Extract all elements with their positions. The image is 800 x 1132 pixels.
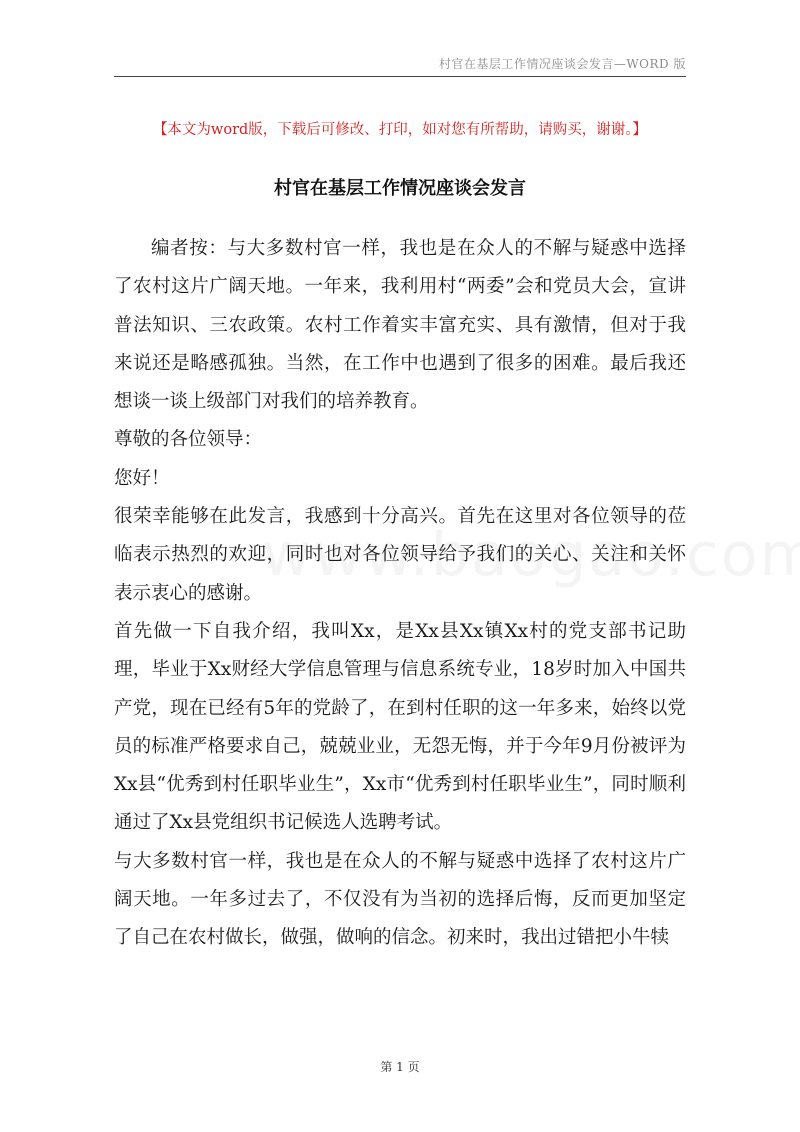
- header-divider: [114, 76, 686, 77]
- document-body: [114, 230, 686, 958]
- greeting-paragraph: 您好！: [114, 467, 170, 489]
- body-paragraph: 首先做一下自我介绍，我叫Xx，是Xx县Xx镇Xx村的党支部书记助理，毕业于Xx财经大学信息管理与信息系统专业，18岁时加入中国共产党，现在已经有5年的党龄了，在到村任职的这一年多来，始终以党员的标准严格要求自己，兢兢业业，无怨无悔，并于今年9月份被评为Xx县“优秀到村任职毕业生”，Xx市“优秀到村任职毕业生”，同时顺利通过了Xx县党组织书记候选人选聘考试。: [114, 620, 686, 834]
- page-number: 第 1 页: [380, 1060, 420, 1074]
- body-paragraph: 与大多数村官一样，我也是在众人的不解与疑惑中选择了农村这片广阔天地。一年多过去了，不仅没有为当初的选择后悔，反而更加坚定了自己在农村做长，做强，做响的信念。初来时，我出过错把小牛犊: [114, 850, 686, 949]
- body-paragraph: 很荣幸能够在此发言，我感到十分高兴。首先在这里对各位领导的莅临表示热烈的欢迎，同时也对各位领导给予我们的关心、关注和关怀表示衷心的感谢。: [114, 506, 686, 604]
- running-header: 村官在基层工作情况座谈会发言—WORD 版: [438, 57, 686, 71]
- document-title: 村官在基层工作情况座谈会发言: [274, 178, 526, 199]
- salutation-paragraph: 尊敬的各位领导：: [114, 429, 263, 451]
- editor-note-paragraph: 编者按：与大多数村官一样，我也是在众人的不解与疑惑中选择了农村这片广阔天地。一年来，我利用村“两委”会和党员大会，宣讲普法知识、三农政策。农村工作着实丰富充实、具有激情，但对于我来说还是略感孤独。当然，在工作中也遇到了很多的困难。最后我还想谈一谈上级部门对我们的培养教育。: [114, 238, 686, 413]
- purchase-notice: 【本文为word版，下载后可修改、打印，如对您有所帮助，请购买，谢谢。】: [152, 122, 648, 138]
